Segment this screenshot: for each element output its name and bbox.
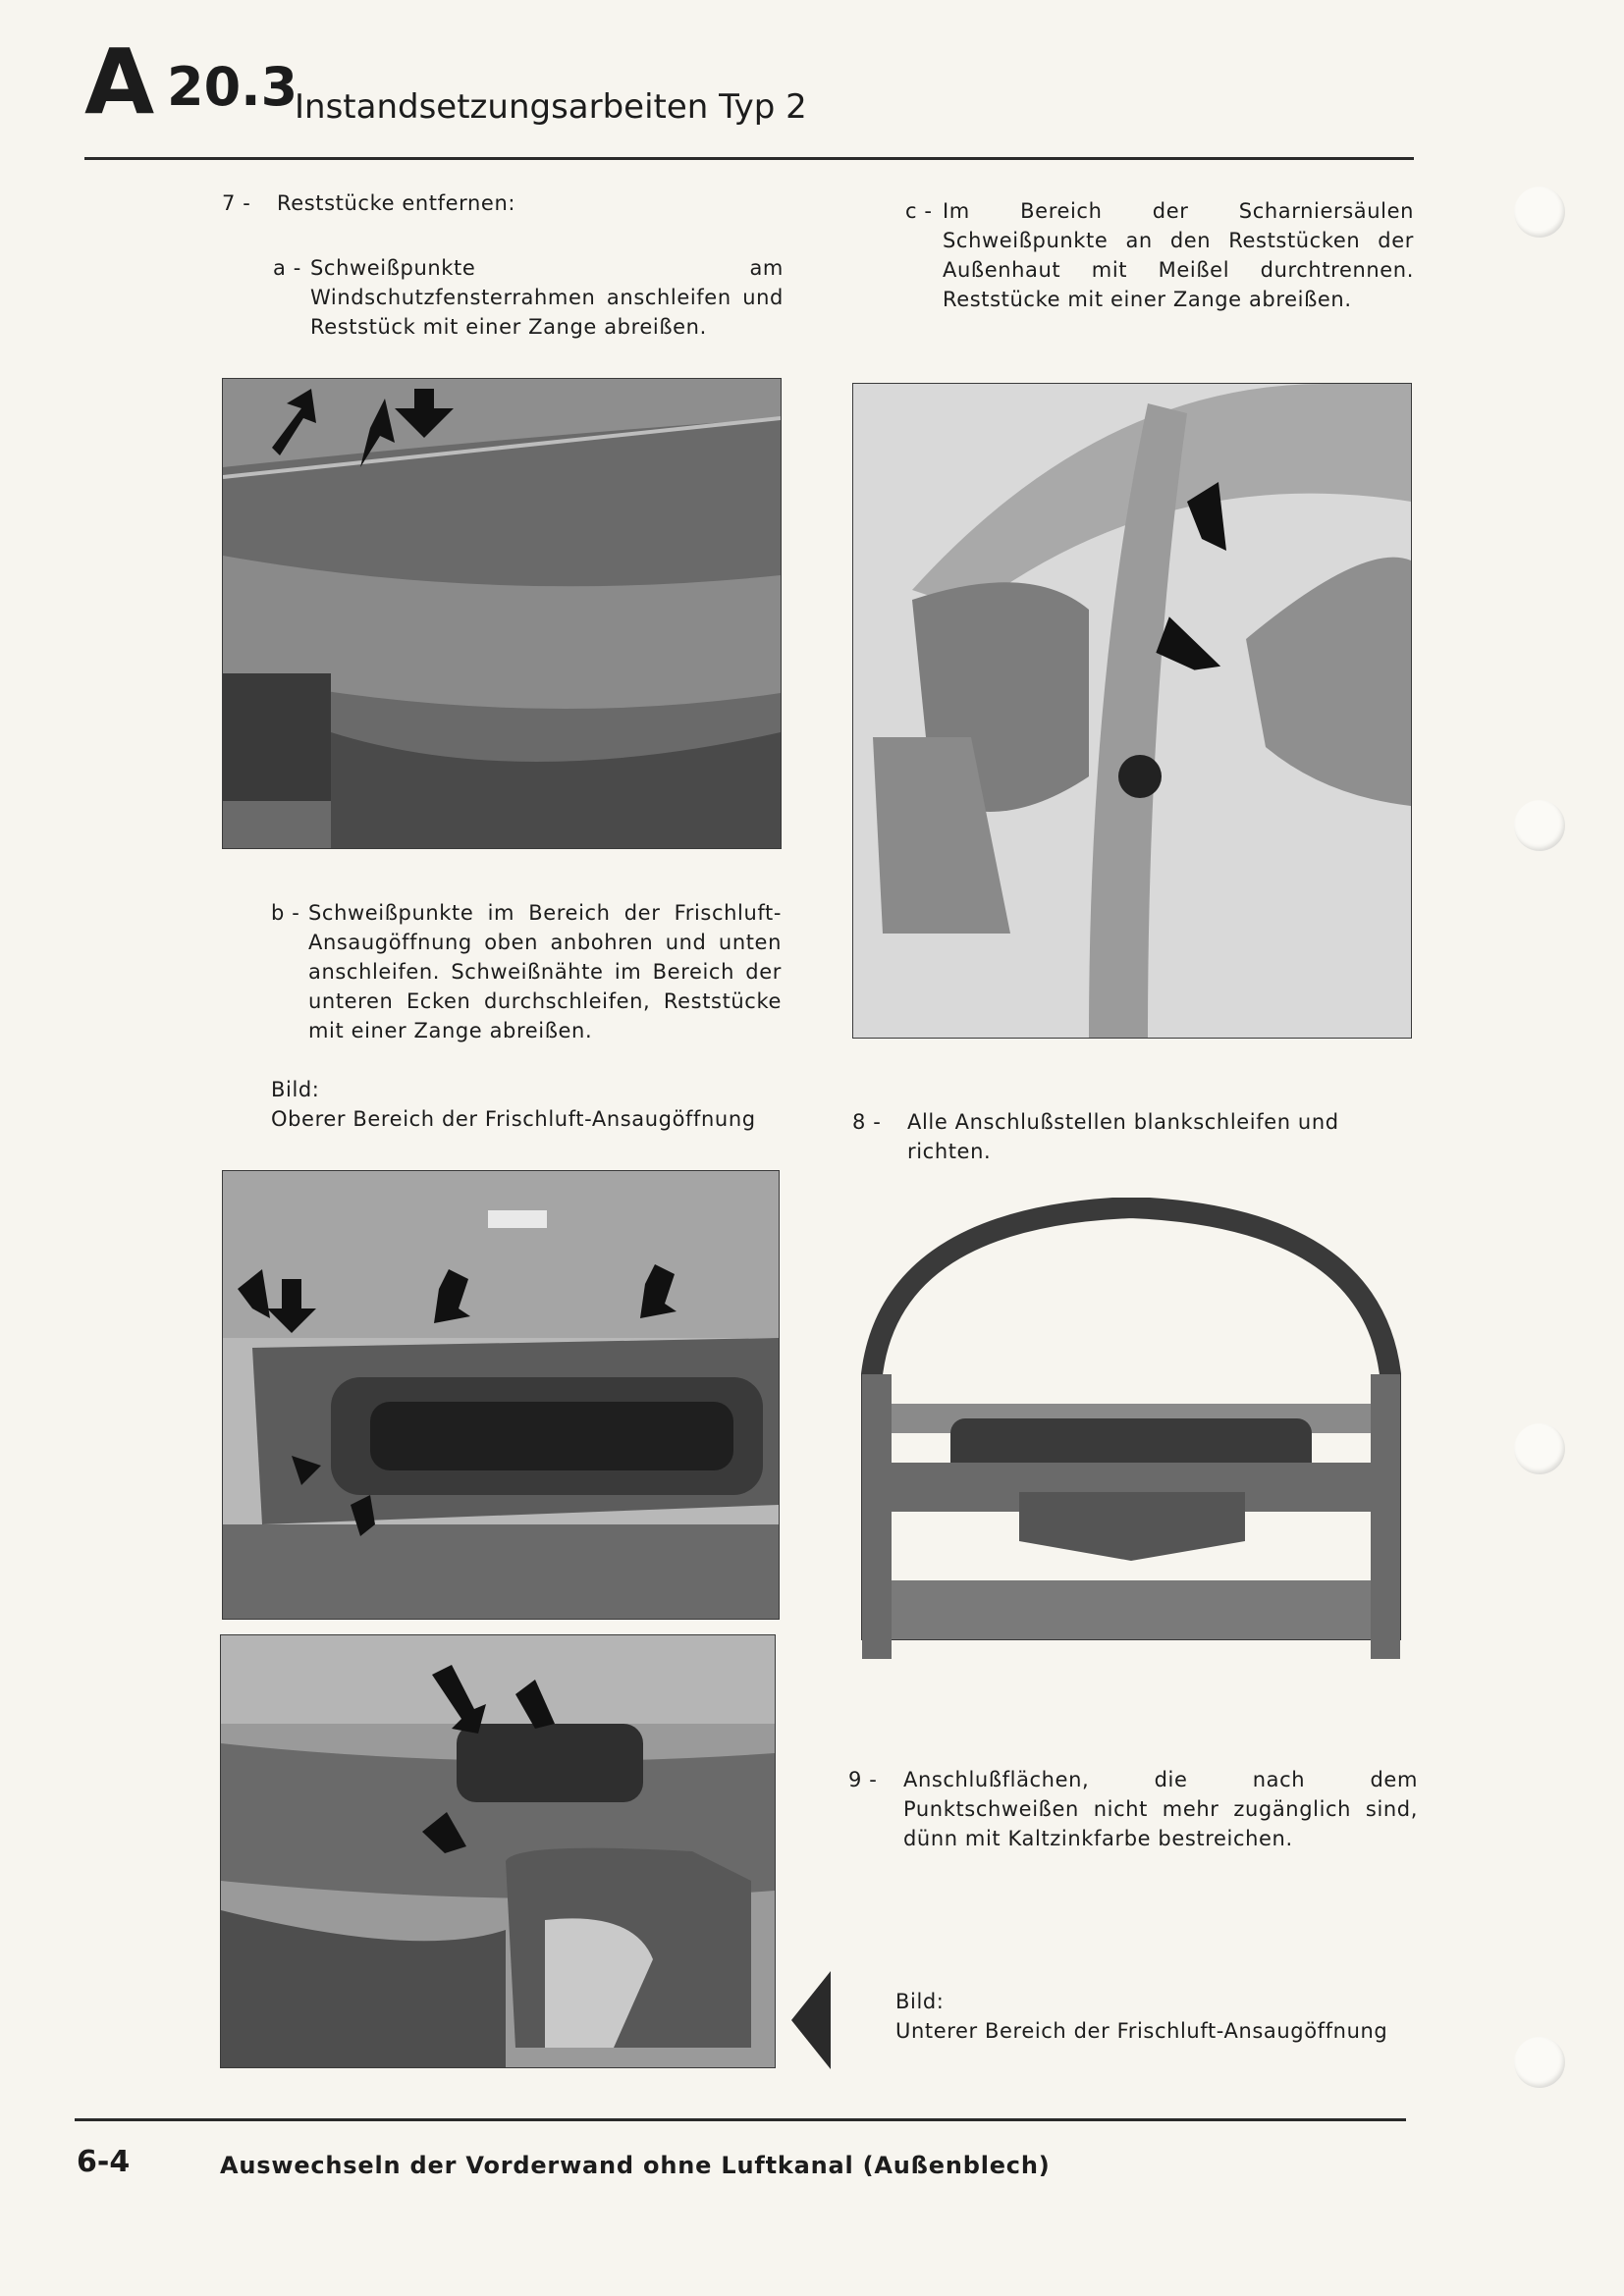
step-number: 9 - (848, 1768, 878, 1791)
pointer-left-icon (791, 1971, 831, 2069)
page-number: 6-4 (77, 2145, 131, 2179)
photo-lower-intake (220, 1634, 776, 2068)
sub-text: Im Bereich der Scharniersäulen Schweißpunkte an den Reststücken der Außenhaut mit Meißel durchtrennen. Reststücke mit einer Zange abreißen. (943, 199, 1414, 311)
sub-text: Schweißpunkte im Bereich der Frischluft-Ansaugöffnung oben anbohren und unten anschleifen. Schweißnähte im Bereich der unteren Ecken durchschleifen, Reststücke mit einer Zange abreißen. (308, 901, 782, 1042)
sub-label: a - (273, 256, 301, 280)
photo-lower-intake-image (221, 1635, 775, 2067)
photo-upper-intake (222, 1170, 780, 1620)
step-9 (848, 1765, 1418, 1853)
photo-front-wall-image (852, 1198, 1410, 1686)
page-title: Instandsetzungsarbeiten Typ 2 (295, 87, 807, 127)
step-8 (852, 1107, 1422, 1166)
step-7a (273, 253, 784, 342)
sub-label: c - (905, 199, 933, 223)
step-text: Anschlußflächen, die nach dem Punktschweißen nicht mehr zugänglich sind, dünn mit Kaltzinkfarbe bestreichen. (903, 1768, 1418, 1850)
photo-hinge-pillar-image (853, 384, 1411, 1038)
step-number: 8 - (852, 1110, 882, 1134)
caption-text: Oberer Bereich der Frischluft-Ansaugöffnung (271, 1107, 756, 1131)
sub-label: b - (271, 901, 300, 925)
photo-windshield-frame-image (223, 379, 781, 848)
section-number: 20.3 (167, 56, 298, 118)
footer-rule (75, 2118, 1406, 2121)
photo-windshield-frame (222, 378, 782, 849)
binder-hole (1514, 187, 1565, 238)
photo-front-wall (852, 1198, 1410, 1686)
section-letter: A (84, 29, 152, 134)
caption-label: Bild: (271, 1078, 320, 1101)
caption-lower (895, 1987, 1406, 2046)
caption-label: Bild: (895, 1990, 945, 2013)
sub-text: Schweißpunkte am Windschutzfensterrahmen anschleifen und Reststück mit einer Zange abreißen. (310, 256, 784, 339)
binder-hole (1514, 1423, 1565, 1474)
photo-upper-intake-image (223, 1171, 779, 1619)
photo-hinge-pillar (852, 383, 1412, 1039)
footer-title: Auswechseln der Vorderwand ohne Luftkanal (Außenblech) (220, 2152, 1051, 2179)
header-rule (84, 157, 1414, 160)
step-text: Alle Anschlußstellen blankschleifen und richten. (907, 1110, 1339, 1163)
binder-hole (1514, 2037, 1565, 2088)
binder-hole (1514, 800, 1565, 851)
step-text: Reststücke entfernen: (277, 191, 516, 215)
step-7 (222, 188, 782, 218)
step-7c (905, 196, 1414, 314)
step-number: 7 - (222, 191, 251, 215)
caption-text: Unterer Bereich der Frischluft-Ansaugöffnung (895, 2019, 1388, 2043)
caption-upper (271, 1075, 782, 1134)
step-7b (271, 898, 782, 1045)
